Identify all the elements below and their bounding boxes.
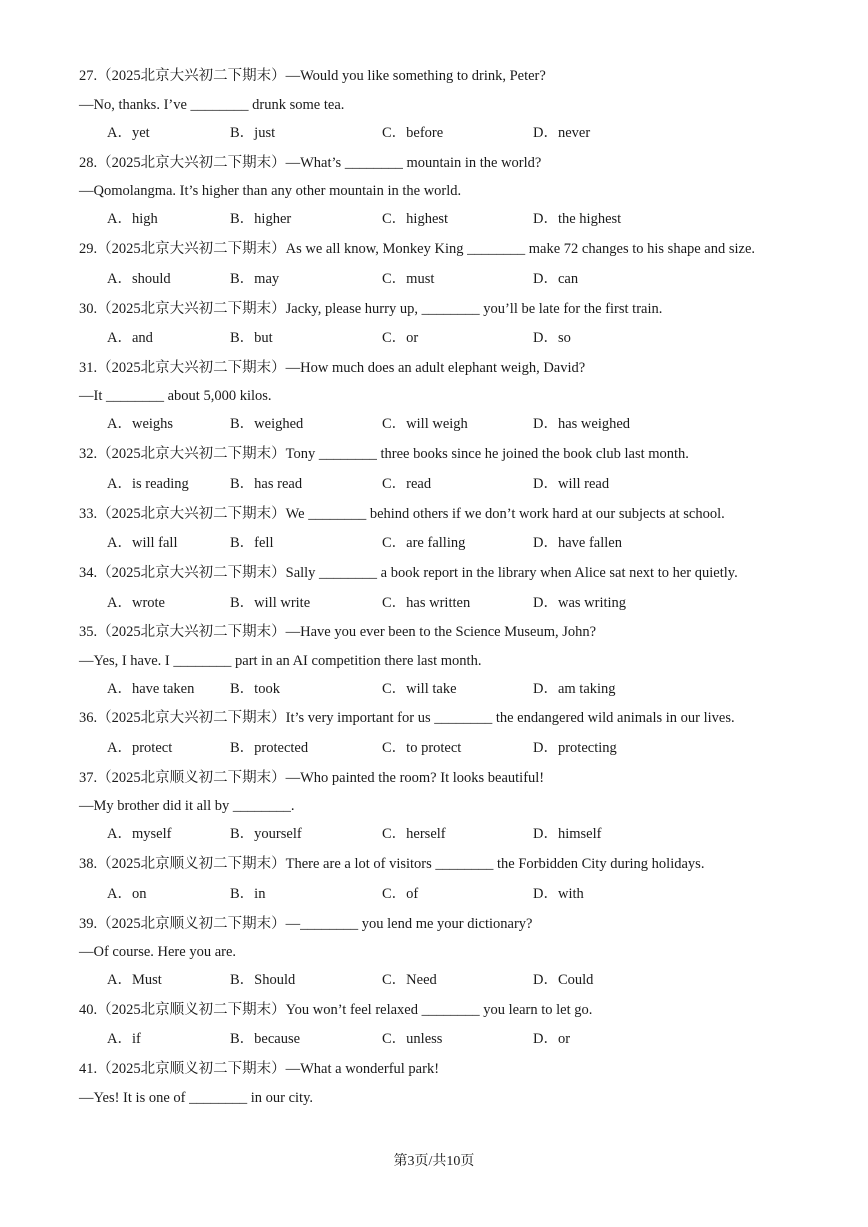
option-a: A．myself [107, 826, 172, 842]
option-b: B．fell [230, 535, 274, 551]
option-c: C．of [382, 886, 419, 902]
question-36-options [107, 739, 827, 757]
option-d: D．protecting [533, 740, 617, 756]
option-d: D．never [533, 125, 591, 141]
question-41-answer-line: —Yes! It is one of ________ in our city. [79, 1090, 314, 1106]
question-35-options [107, 680, 827, 698]
option-c: C．unless [382, 1031, 443, 1047]
option-b: B．took [230, 681, 280, 697]
question-40-stem: 40.（2025北京顺义初二下期末）You won’t feel relaxed ________ you learn to let go. [79, 1002, 593, 1018]
question-28-answer-line: —Qomolangma. It’s higher than any other mountain in the world. [79, 183, 462, 199]
question-28-options [107, 210, 827, 228]
option-c: C．are falling [382, 535, 466, 551]
question-34-options [107, 594, 827, 612]
option-a: A．weighs [107, 416, 174, 432]
option-b: B．in [230, 886, 266, 902]
question-37-answer-line: —My brother did it all by ________. [79, 798, 295, 814]
option-c: C．will weigh [382, 416, 468, 432]
option-b: B．may [230, 271, 280, 287]
option-a: A．yet [107, 125, 150, 141]
option-a: A．wrote [107, 595, 165, 611]
option-b: B．protected [230, 740, 309, 756]
option-b: B．will write [230, 595, 311, 611]
option-d: D．Could [533, 972, 594, 988]
option-a: A．is reading [107, 476, 189, 492]
page-number: 第3页/共10页 [393, 1154, 475, 1169]
question-34-stem: 34.（2025北京大兴初二下期末）Sally ________ a book report in the library when Alice sat next to her quietly. [79, 565, 738, 581]
option-a: A．high [107, 211, 158, 227]
option-b: B．higher [230, 211, 292, 227]
option-d: D．has weighed [533, 416, 631, 432]
option-d: D．was writing [533, 595, 627, 611]
question-30-options [107, 329, 827, 347]
option-a: A．should [107, 271, 171, 287]
option-d: D．so [533, 330, 571, 346]
question-37-options [107, 825, 827, 843]
question-35-answer-line: —Yes, I have. I ________ part in an AI competition there last month. [79, 653, 482, 669]
option-a: A．Must [107, 972, 162, 988]
option-a: A．protect [107, 740, 173, 756]
option-b: B．because [230, 1031, 301, 1047]
option-a: A．if [107, 1031, 141, 1047]
option-b: B．yourself [230, 826, 302, 842]
option-c: C．before [382, 125, 444, 141]
option-a: A．and [107, 330, 153, 346]
option-d: D．or [533, 1031, 571, 1047]
option-a: A．have taken [107, 681, 195, 697]
question-37-stem: 37.（2025北京顺义初二下期末）—Who painted the room? It looks beautiful! [79, 770, 545, 786]
question-39-answer-line: —Of course. Here you are. [79, 944, 237, 960]
question-27-options [107, 124, 827, 142]
option-b: B．weighed [230, 416, 304, 432]
question-27-stem: 27.（2025北京大兴初二下期末）—Would you like something to drink, Peter? [79, 68, 546, 84]
question-39-options [107, 971, 827, 989]
question-32-stem: 32.（2025北京大兴初二下期末）Tony ________ three books since he joined the book club last month. [79, 446, 689, 462]
question-31-answer-line: —It ________ about 5,000 kilos. [79, 388, 272, 404]
option-c: C．will take [382, 681, 457, 697]
option-d: D．the highest [533, 211, 622, 227]
question-31-stem: 31.（2025北京大兴初二下期末）—How much does an adult elephant weigh, David? [79, 360, 586, 376]
question-33-options [107, 534, 827, 552]
question-36-stem: 36.（2025北京大兴初二下期末）It’s very important for us ________ the endangered wild animals in our lives. [79, 710, 735, 726]
option-b: B．has read [230, 476, 303, 492]
option-b: B．Should [230, 972, 296, 988]
question-38-options [107, 885, 827, 903]
question-29-stem: 29.（2025北京大兴初二下期末）As we all know, Monkey King ________ make 72 changes to his shape and size. [79, 241, 756, 257]
option-a: A．on [107, 886, 147, 902]
option-d: D．himself [533, 826, 602, 842]
option-c: C．highest [382, 211, 449, 227]
question-40-options [107, 1030, 827, 1048]
option-d: D．am taking [533, 681, 616, 697]
question-30-stem: 30.（2025北京大兴初二下期末）Jacky, please hurry up, ________ you’ll be late for the first train. [79, 301, 663, 317]
question-28-stem: 28.（2025北京大兴初二下期末）—What’s ________ mountain in the world? [79, 155, 542, 171]
question-38-stem: 38.（2025北京顺义初二下期末）There are a lot of visitors ________ the Forbidden City during holidays. [79, 856, 705, 872]
question-33-stem: 33.（2025北京大兴初二下期末）We ________ behind others if we don’t work hard at our subjects at school. [79, 506, 725, 522]
question-35-stem: 35.（2025北京大兴初二下期末）—Have you ever been to the Science Museum, John? [79, 624, 597, 640]
question-39-stem: 39.（2025北京顺义初二下期末）—________ you lend me your dictionary? [79, 916, 533, 932]
option-d: D．will read [533, 476, 610, 492]
option-b: B．but [230, 330, 273, 346]
question-27-answer-line: —No, thanks. I’ve ________ drunk some tea. [79, 97, 345, 113]
option-c: C．Need [382, 972, 437, 988]
option-a: A．will fall [107, 535, 178, 551]
option-d: D．have fallen [533, 535, 622, 551]
question-29-options [107, 270, 827, 288]
option-c: C．must [382, 271, 435, 287]
question-31-options [107, 415, 827, 433]
option-b: B．just [230, 125, 276, 141]
option-c: C．or [382, 330, 419, 346]
question-41-stem: 41.（2025北京顺义初二下期末）—What a wonderful park! [79, 1061, 440, 1077]
question-32-options [107, 475, 827, 493]
option-c: C．has written [382, 595, 471, 611]
option-d: D．with [533, 886, 584, 902]
option-d: D．can [533, 271, 579, 287]
option-c: C．read [382, 476, 432, 492]
option-c: C．herself [382, 826, 446, 842]
option-c: C．to protect [382, 740, 462, 756]
